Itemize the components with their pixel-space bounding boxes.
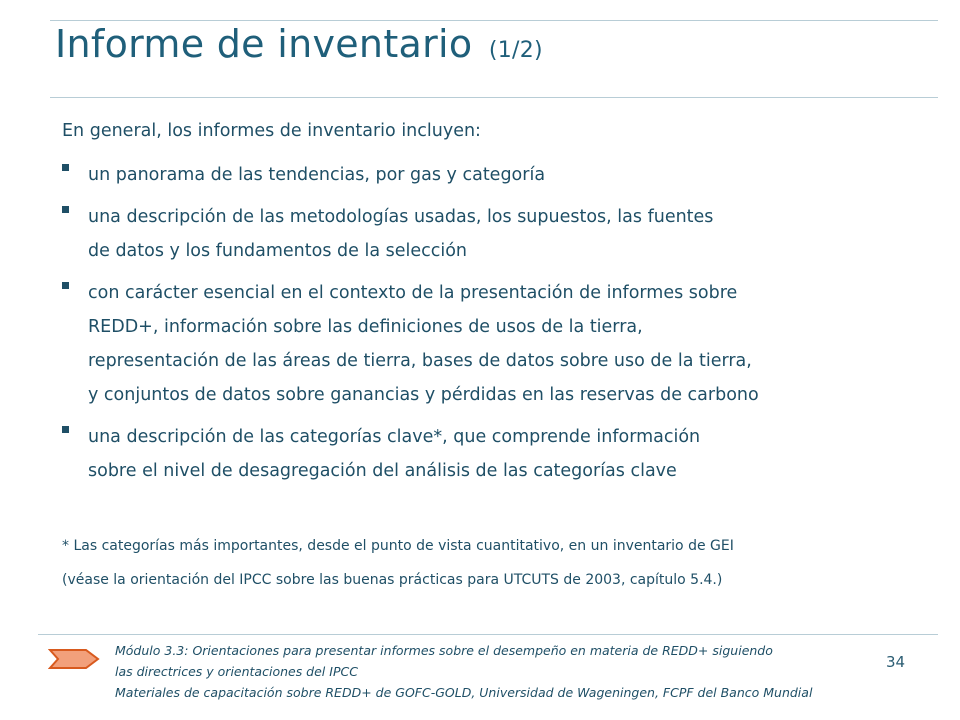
square-bullet-icon bbox=[62, 206, 69, 213]
bullet-line: una descripción de las metodologías usadas, los supuestos, las fuentes bbox=[88, 207, 714, 227]
slide-title bbox=[55, 22, 543, 66]
bullet-item bbox=[62, 200, 759, 268]
title-suffix: (1/2) bbox=[488, 38, 543, 63]
square-bullet-icon bbox=[62, 164, 69, 171]
page-number: 34 bbox=[886, 653, 906, 671]
footer-materials-line: Materiales de capacitación sobre REDD+ de GOFC-GOLD, Universidad de Wageningen, FCPF del Banco Mundial bbox=[115, 685, 813, 700]
bullet-item bbox=[62, 276, 759, 412]
footer-module-line: Módulo 3.3: Orientaciones para presentar informes sobre el desempeño en materia de REDD+ siguiendo bbox=[115, 643, 773, 658]
bullet-list bbox=[62, 166, 759, 504]
top-divider bbox=[50, 20, 938, 21]
bullet-line: una descripción de las categorías clave*, que comprende información bbox=[88, 427, 701, 447]
bullet-text bbox=[88, 420, 759, 488]
square-bullet-icon bbox=[62, 426, 69, 433]
footnote: * Las categorías más importantes, desde el punto de vista cuantitativo, en un inventario de GEI bbox=[62, 538, 734, 554]
bullet-line: un panorama de las tendencias, por gas y categoría bbox=[88, 165, 546, 185]
intro-text: En general, los informes de inventario incluyen: bbox=[62, 121, 481, 141]
bullet-text bbox=[88, 158, 759, 192]
title-divider bbox=[50, 97, 938, 98]
bullet-line: sobre el nivel de desagregación del análisis de las categorías clave bbox=[88, 461, 677, 481]
bullet-text bbox=[88, 200, 759, 268]
title-text: Informe de inventario bbox=[55, 22, 473, 66]
bullet-line: representación de las áreas de tierra, bases de datos sobre uso de la tierra, bbox=[88, 351, 752, 371]
square-bullet-icon bbox=[62, 282, 69, 289]
bullet-line: con carácter esencial en el contexto de la presentación de informes sobre bbox=[88, 283, 738, 303]
footnote-reference: (véase la orientación del IPCC sobre las buenas prácticas para UTCUTS de 2003, capítulo 5.4.) bbox=[62, 572, 723, 588]
orange-arrow-icon bbox=[48, 648, 100, 670]
bullet-line: de datos y los fundamentos de la selección bbox=[88, 241, 468, 261]
bullet-line: y conjuntos de datos sobre ganancias y pérdidas en las reservas de carbono bbox=[88, 385, 759, 405]
footer-divider bbox=[38, 634, 938, 635]
bullet-line: REDD+, información sobre las definiciones de usos de la tierra, bbox=[88, 317, 643, 337]
bullet-text bbox=[88, 276, 759, 412]
footer-credits bbox=[115, 640, 812, 703]
bullet-item bbox=[62, 158, 759, 192]
footer-module-line-2: las directrices y orientaciones del IPCC bbox=[115, 664, 358, 679]
bullet-item bbox=[62, 420, 759, 488]
